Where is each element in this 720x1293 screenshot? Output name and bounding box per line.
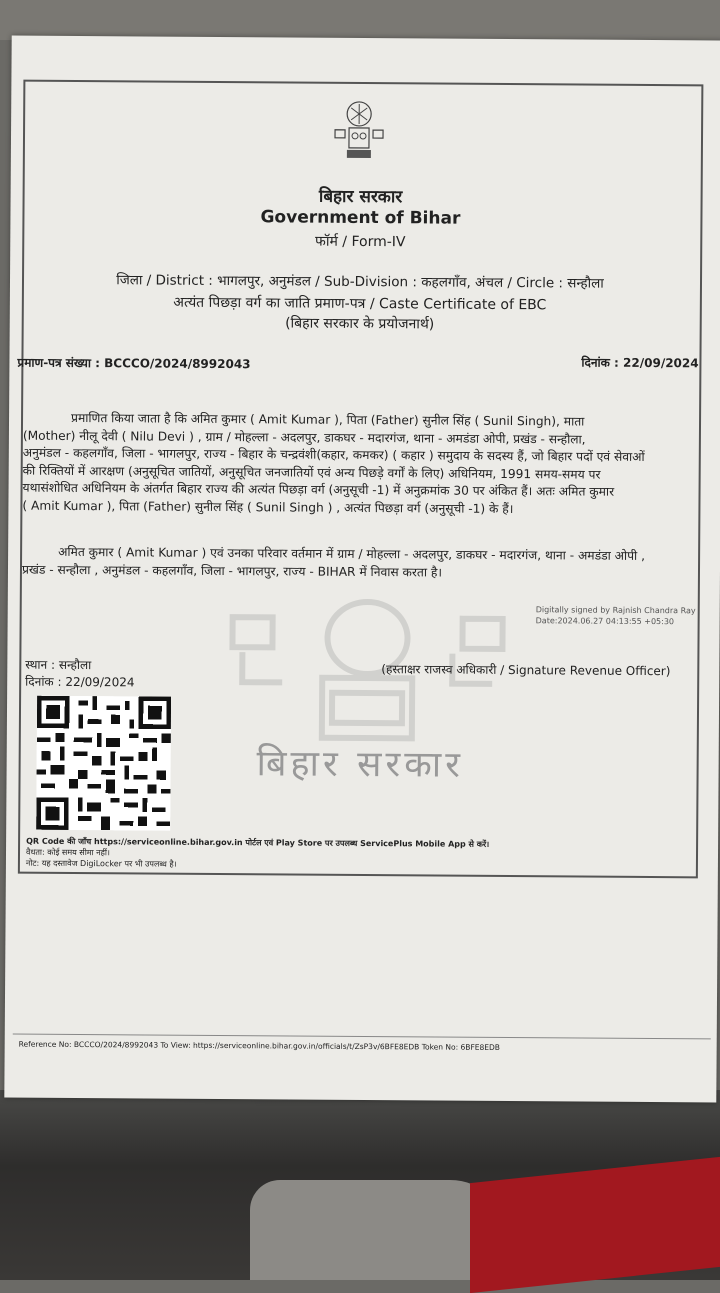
form-label: फॉर्म / Form-IV [315, 233, 406, 251]
paragraph1-line: प्रमाणित किया जाता है कि अमित कुमार ( Amit Kumar ), पिता (Father) सुनील सिंह ( Sunil Singh), माता [70, 410, 585, 429]
paragraph1-line: अनुमंडल - कहलगाँव, जिला - भागलपुर, राज्य - बिहार के चन्द्रवंशी(कहार, कमकर) ( कहार ) समुदाय के सदस्य हैं, जो बिहार पदों एवं सेवाओं [22, 445, 645, 465]
footer-divider [13, 1034, 711, 1040]
digital-signature-line-1: Digitally signed by Rajnish Chandra Ray [535, 605, 696, 616]
certificate-paragraph-2 [22, 544, 698, 584]
qr-code[interactable] [36, 696, 171, 831]
certificate-title: अत्यंत पिछड़ा वर्ग का जाति प्रमाण-पत्र / Caste Certificate of EBC [173, 294, 547, 314]
certificate-paper [4, 36, 720, 1103]
validity-note: वैधता: कोई समय सीमा नहीं। [25, 847, 111, 858]
paragraph1-line: ( Amit Kumar ), पिता (Father) सुनील सिंह ( Sunil Singh ) , अत्यंत पिछड़ा वर्ग (अनुसूची -1) के हैं। [22, 498, 514, 517]
background-top [0, 0, 720, 40]
location-line: जिला / District : भागलपुर, अनुमंडल / Sub-Division : कहलगाँव, अंचल / Circle : सन्हौला [116, 272, 604, 292]
header-english: Government of Bihar [260, 207, 461, 229]
paragraph1-line: की रिक्तियों में आरक्षण (अनुसूचित जातियों, अनुसूचित जनजातियों एवं अन्य पिछड़े वर्गों के लिए) अधिनियम, 1991 समय-समय पर [22, 463, 601, 482]
watermark-text: बिहार सरकार [256, 743, 465, 786]
purpose-line: (बिहार सरकार के प्रयोजनार्थ) [285, 315, 435, 333]
qr-note: QR Code की जाँच https://serviceonline.bihar.gov.in पोर्टल एवं Play Store पर उपलब्ध ServicePlus Mobile App से करें। [26, 836, 490, 849]
paragraph2-line: प्रखंड - सन्हौला , अनुमंडल - कहलगाँव, जिला - भागलपुर, राज्य - BIHAR में निवास करता है। [21, 562, 443, 580]
place-label: स्थान : सन्हौला [25, 657, 92, 673]
footer-reference: Reference No: BCCCO/2024/8992043 To View: https://serviceonline.bihar.gov.in/officials/t/ZsP3v/6BFE8EDB Token No: 6BFE8EDB [18, 1039, 500, 1052]
paragraph1-line: यथासंशोधित अधिनियम के अंतर्गत बिहार राज्य की अत्यंत पिछड़ा वर्ग (अनुसूची -1) में अनुक्रमांक 30 पर अंकित हैं। अतः अमित कुमार [22, 480, 615, 500]
certificate-number: प्रमाण-पत्र संख्या : BCCCO/2024/8992043 [17, 355, 251, 372]
date-top: दिनांक : 22/09/2024 [581, 355, 699, 371]
digilocker-note: नोट: यह दस्तावेज DigiLocker पर भी उपलब्ध है। [25, 858, 177, 869]
paragraph1-line: (Mother) नीलू देवी ( Nilu Devi ) , ग्राम / मोहल्ला - अदलपुर, डाकघर - मदारगंज, थाना - अमडंडा ओपी, प्रखंड - सन्हौला, [22, 428, 586, 447]
date-bottom: दिनांक : 22/09/2024 [25, 674, 135, 690]
header-hindi: बिहार सरकार [318, 186, 403, 208]
paragraph2-line: अमित कुमार ( Amit Kumar ) एवं उनका परिवार वर्तमान में ग्राम / मोहल्ला - अदलपुर, डाकघर - मदारगंज, थाना - अमडंडा ओपी , [58, 544, 646, 563]
certificate-paragraph-1 [22, 410, 699, 520]
signature-label: (हस्ताक्षर राजस्व अधिकारी / Signature Revenue Officer) [381, 662, 671, 679]
digital-signature-line-2: Date:2024.06.27 04:13:55 +05:30 [535, 616, 675, 627]
bihar-emblem-icon [329, 100, 389, 166]
